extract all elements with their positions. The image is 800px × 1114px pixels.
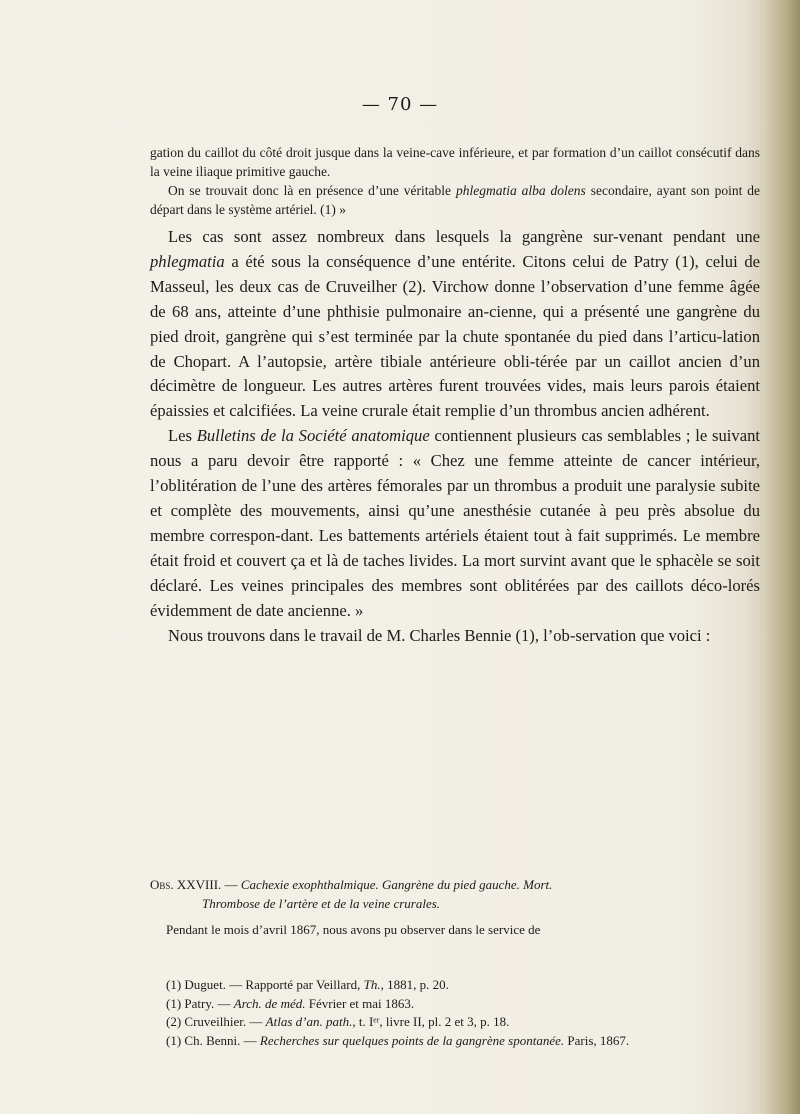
body-emphasis: phlegmatia bbox=[150, 251, 225, 271]
footnote-text-end: , t. Iᵉʳ, livre II, pl. 2 et 3, p. 18. bbox=[352, 1014, 510, 1029]
footnote-4 bbox=[150, 1032, 760, 1051]
body-emphasis: Bulletins de la Société anatomique bbox=[196, 426, 430, 446]
footnote-emphasis: Arch. de méd. bbox=[233, 995, 306, 1011]
intro-emphasis: phlegmatia alba dolens bbox=[455, 183, 586, 198]
observation-block bbox=[150, 876, 760, 940]
footnote-text-end: , 1881, p. 20. bbox=[380, 977, 449, 992]
footnote-emphasis: Recherches sur quelques points de la gangrène spontanée. bbox=[259, 1032, 565, 1048]
intro-paragraph-1: gation du caillot du côté droit jusque dans la veine-cave inférieure, et par formation d’un caillot consécutif dans la veine iliaque primitive gauche. bbox=[150, 145, 760, 179]
intro-quote bbox=[150, 143, 760, 219]
body-text-end: contiennent plusieurs cas semblables ; le suivant nous a paru devoir être rapporté : « Chez une femme atteinte de cancer intérieur, l’oblitération de l’une des artères fémorales par un thrombus a produit une paralysie subite et complète des mouvements, ainsi qu’une anesthésie cutanée à peu près absolue du membre correspon-dant. Les battements artériels étaient tout à fait supprimés. Le membre était froid et couvert ça et là de taches livides. La mort survint avant que le sphacèle se soit déclaré. Les veines principales des membres sont oblitérées par des caillots déco-lorés évidemment de date ancienne. » bbox=[150, 426, 760, 620]
page-edge-shadow bbox=[764, 0, 800, 1114]
body-paragraph-3: Nous trouvons dans le travail de M. Charles Bennie (1), l’ob-servation que voici : bbox=[168, 625, 711, 645]
observation-subtitle bbox=[150, 895, 760, 914]
footnote-text-end: Paris, 1867. bbox=[564, 1032, 630, 1048]
body-paragraph-2 bbox=[150, 424, 760, 623]
footnote-2 bbox=[150, 995, 760, 1014]
body-text: Les cas sont assez nombreux dans lesquels la gangrène sur-venant pendant une bbox=[168, 227, 760, 246]
intro-text: On se trouvait donc là en présence d’une véritable bbox=[168, 183, 456, 198]
intro-paragraph-2 bbox=[150, 181, 760, 219]
footnote-3 bbox=[150, 1013, 760, 1032]
intro-text-end: secondaire, ayant son point de départ dans le système artériel. (1) » bbox=[150, 183, 761, 217]
page-number: — 70 — bbox=[361, 94, 439, 115]
body-text-end: a été sous la conséquence d’une entérite. Citons celui de Patry (1), celui de Masseul, les deux cas de Cruveilher (2). Virchow donne l’observation d’une femme âgée de 68 ans, atteinte d’une phthisie pulmonaire an-cienne, qui a présenté une gangrène du pied droit, gangrène qui s’est terminée par la chute spontanée du pied dans l’articu-lation de Chopart. A l’autopsie, artère tibiale antérieure obli-térée par un caillot ancien d’un décimètre de longueur. Les autres artères furent trouvées vides, mais leurs parois étaient épaissies et calcifiées. La veine crurale était remplie d’un thrombus ancien adhérent. bbox=[150, 251, 760, 421]
footnote-text: (1) Duguet. — Rapporté par Veillard, bbox=[166, 977, 364, 992]
observation-text: Pendant le mois d’avril 1867, nous avons pu observer dans le service de bbox=[166, 922, 541, 937]
body-paragraph-1 bbox=[150, 225, 760, 424]
observation-title-2: Thrombose de l’artère et de la veine crurales. bbox=[202, 895, 441, 911]
footnote-text: (1) Patry. — bbox=[166, 995, 234, 1011]
footnote-text: (2) Cruveilhier. — bbox=[166, 1014, 266, 1029]
footnote-1 bbox=[150, 976, 760, 995]
footnote-emphasis: Th. bbox=[363, 977, 381, 992]
footnote-text-end: Février et mai 1863. bbox=[305, 995, 415, 1011]
main-text bbox=[150, 225, 760, 648]
footnotes bbox=[150, 976, 760, 1050]
observation-label: Obs. XXVIII. — bbox=[150, 877, 241, 892]
footnote-text: (1) Ch. Benni. — bbox=[166, 1032, 260, 1048]
observation-heading bbox=[150, 876, 760, 895]
body-text: Les bbox=[168, 426, 197, 446]
observation-title: Cachexie exophthalmique. Gangrène du pied gauche. Mort. bbox=[240, 877, 553, 892]
footnote-emphasis: Atlas d’an. path. bbox=[265, 1014, 353, 1029]
